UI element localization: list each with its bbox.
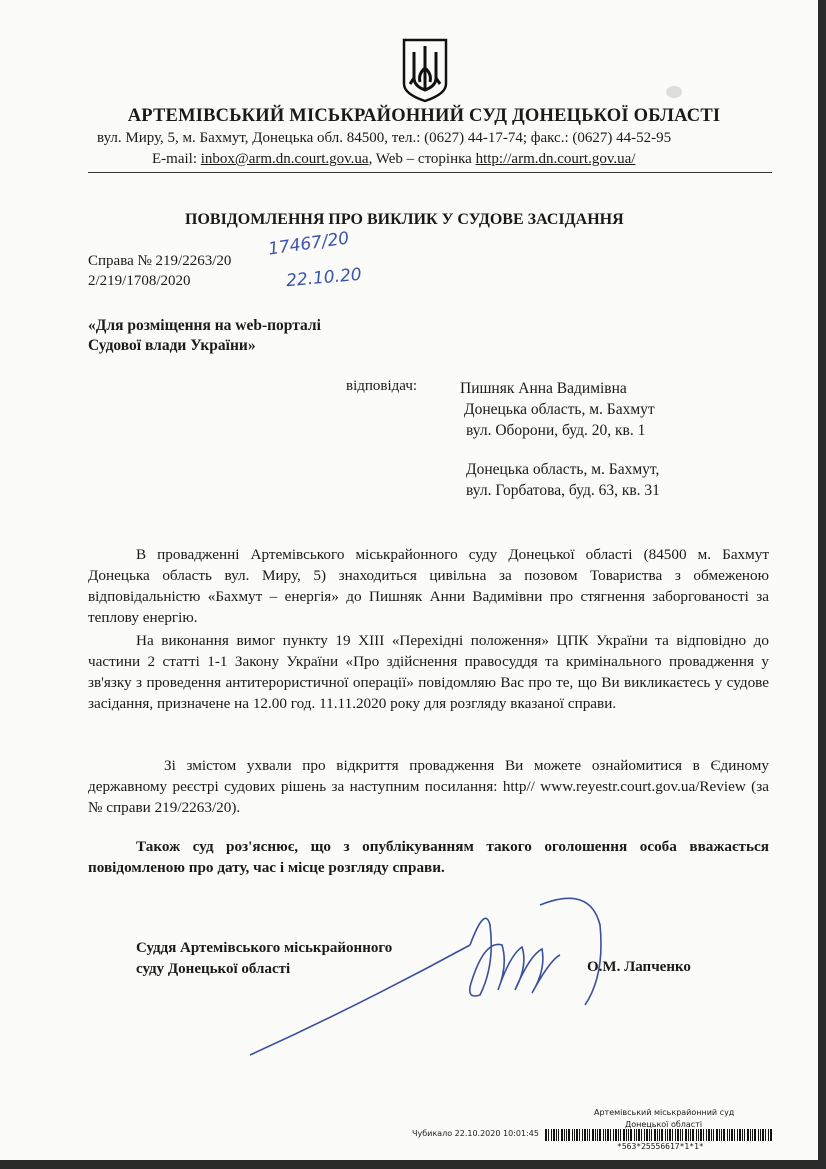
web-link[interactable]: http://arm.dn.court.gov.ua/ [475, 151, 636, 167]
respondent-address2-line2: вул. Горбатова, буд. 63, кв. 31 [466, 482, 660, 499]
respondent-block [460, 378, 655, 441]
stamp-court-line1: Артемівський міськрайонний суд [594, 1108, 735, 1117]
portal-note-line1: «Для розміщення на web-порталі [88, 317, 321, 334]
judge-title-line1: Суддя Артемівського міськрайонного [136, 940, 393, 956]
respondent-label: відповідач: [346, 378, 418, 394]
respondent-address2-line1: Донецька область, м. Бахмут, [466, 461, 660, 478]
email-link[interactable]: inbox@arm.dn.court.gov.ua [200, 151, 369, 167]
paragraph-registry: Зі змістом ухвали про відкриття провадження Ви можете ознайомитися в Єдиному державному реєстрі судових рішень за наступним посилання: http// www.reyestr.court.gov.ua/Review (за № справи 219/2263/20). [88, 757, 769, 816]
portal-note-line2: Судової влади України» [88, 337, 256, 354]
document-title: ПОВІДОМЛЕННЯ ПРО ВИКЛИК У СУДОВЕ ЗАСІДАННЯ [185, 211, 624, 228]
handwritten-date: 22.10.20 [285, 264, 363, 292]
court-name: АРТЕМІВСЬКИЙ МІСЬКРАЙОННИЙ СУД ДОНЕЦЬКОЇ ОБЛАСТІ [127, 106, 721, 126]
handwritten-signature [240, 885, 640, 1060]
respondent-address1-line2: вул. Оборони, буд. 20, кв. 1 [466, 422, 646, 439]
barcode-text: *563*25556617*1*1* [617, 1142, 704, 1151]
judge-title-line2: суду Донецької області [136, 961, 291, 977]
handwritten-registration-number: 17467/20 [267, 228, 351, 260]
stamp-court-line2: Донецької області [625, 1120, 703, 1129]
paragraph-notice: Також суд роз'яснює, що з опублікуванням такого оголошення особа вважається повідомленою про дату, час і місце розгляду справи. [88, 838, 769, 876]
case-number: Справа № 219/2263/20 [88, 253, 232, 269]
email-label: E-mail: [152, 151, 201, 167]
proceeding-number: 2/219/1708/2020 [88, 273, 191, 289]
stamp-registered: Чубикало 22.10.2020 10:01:45 [412, 1129, 539, 1138]
court-address: вул. Миру, 5, м. Бахмут, Донецька обл. 84500, тел.: (0627) 44-17-74; факс.: (0627) 44-52-95 [97, 130, 672, 146]
web-label: , Web – сторінка [368, 151, 476, 167]
stain-mark [666, 86, 682, 98]
respondent-name: Пишняк Анна Вадимівна [460, 380, 627, 397]
trident-emblem-icon [400, 38, 450, 103]
barcode-icon [545, 1129, 775, 1141]
paragraph-summons: На виконання вимог пункту 19 ХІІІ «Перехідні положення» ЦПК України та відповідно до частини 2 статті 1-1 Закону України «Про здійснення правосуддя та кримінального провадження у зв'язку з проведення антитерористичної операції» повідомляю Вас про те, що Ви викликаєтесь у судове засідання, призначене на 12.00 год. 11.11.2020 року для розгляду вказаної справи. [88, 632, 769, 712]
portal-note [88, 316, 321, 356]
court-contacts [152, 151, 635, 168]
judge-name: О.М. Лапченко [587, 959, 691, 975]
paragraph-proceeding: В провадженні Артемівського міськрайонного суду Донецької області (84500 м. Бахмут Донецька область вул. Миру, 5) знаходиться цивільна за позовом Товариства з обмеженою відповідальністю «Бахмут – енергія» до Пишняк Анни Вадимівни про стягнення заборгованості за теплову енергію. [88, 546, 769, 626]
respondent-address1-line1: Донецька область, м. Бахмут [464, 401, 655, 418]
header-divider [88, 172, 772, 173]
respondent-address2 [466, 459, 660, 501]
